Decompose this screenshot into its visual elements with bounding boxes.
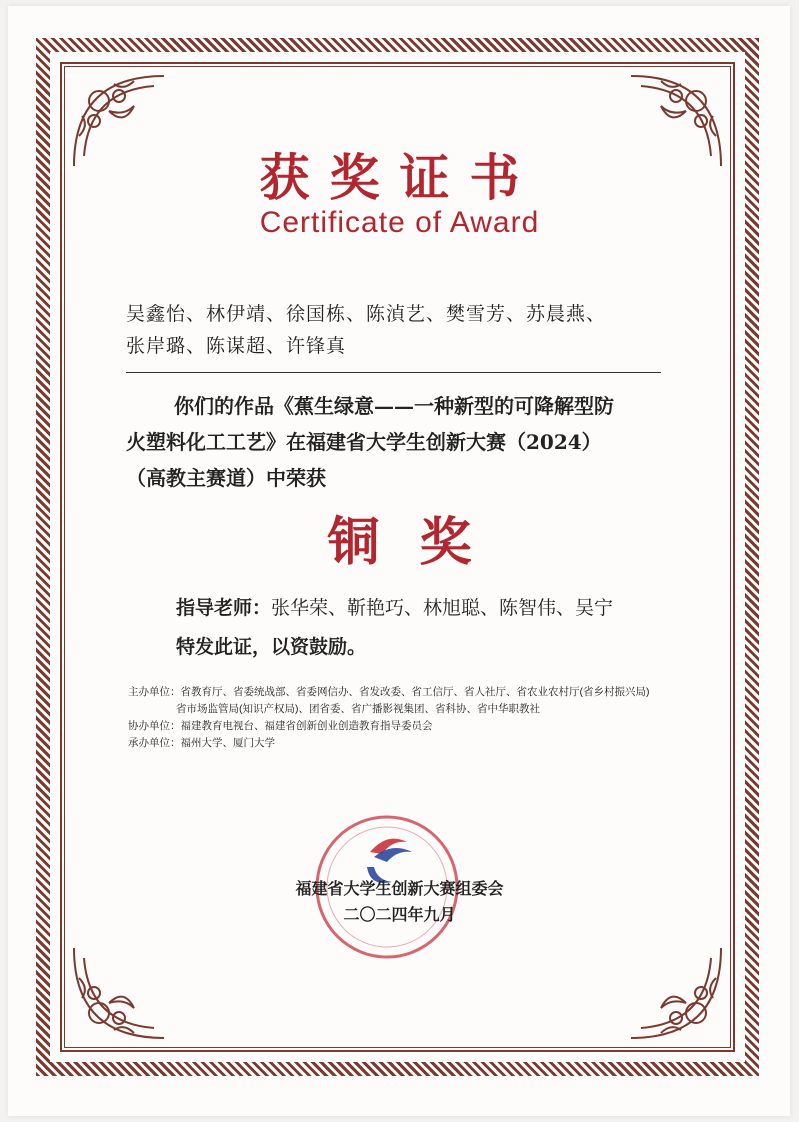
corner-ornament-bottom-right <box>621 938 731 1048</box>
divider-line <box>126 372 661 373</box>
advisors-line <box>176 594 676 622</box>
award-statement-line-1: 你们的作品《蕉生绿意——一种新型的可降解型防 <box>174 394 614 418</box>
host-label: 主办单位： <box>128 686 181 698</box>
award-statement-line-3: （高教主赛道）中荣获 <box>126 466 326 490</box>
award-level: 铜奖 <box>327 512 512 573</box>
award-statement-line-2: 火塑料化工工艺》在福建省大学生创新大赛（2024） <box>126 430 602 454</box>
issue-date: 二〇二四年九月 <box>343 907 456 924</box>
corner-ornament-bottom-left <box>64 938 174 1048</box>
certificate-title-english: Certificate of Award <box>259 206 540 239</box>
organizers-block <box>128 684 688 752</box>
recipient-names-line-1: 吴鑫怡、林伊靖、徐国栋、陈湞艺、樊雪芳、苏晨燕、 <box>126 303 607 325</box>
encouragement-text: 特发此证，以资鼓励。 <box>176 636 367 658</box>
recipient-names <box>126 298 666 362</box>
certificate-title: 获奖证书 <box>259 148 540 207</box>
issuing-committee: 福建省大学生创新大赛组委会 <box>295 881 504 898</box>
co-organizer-label: 协办单位： <box>128 720 181 732</box>
undertaker-line: 福州大学、厦门大学 <box>180 737 275 749</box>
advisors-names: 张华荣、靳艳巧、林旭聪、陈智伟、吴宁 <box>271 597 614 619</box>
undertaker-label: 承办单位： <box>128 737 181 749</box>
recipient-names-line-2: 张岸璐、陈谋超、许锋真 <box>126 335 347 357</box>
advisors-label: 指导老师： <box>176 597 272 619</box>
award-statement <box>126 388 671 496</box>
host-line-1: 省教育厅、省委统战部、省委网信办、省发改委、省工信厅、省人社厅、省农业农村厅(省乡村振兴局) <box>180 686 650 698</box>
co-organizer-line: 福建教育电视台、福建省创新创业创造教育指导委员会 <box>180 720 433 732</box>
host-line-2: 省市场监管局(知识产权局)、团省委、省广播影视集团、省科协、省中华职教社 <box>176 703 540 715</box>
